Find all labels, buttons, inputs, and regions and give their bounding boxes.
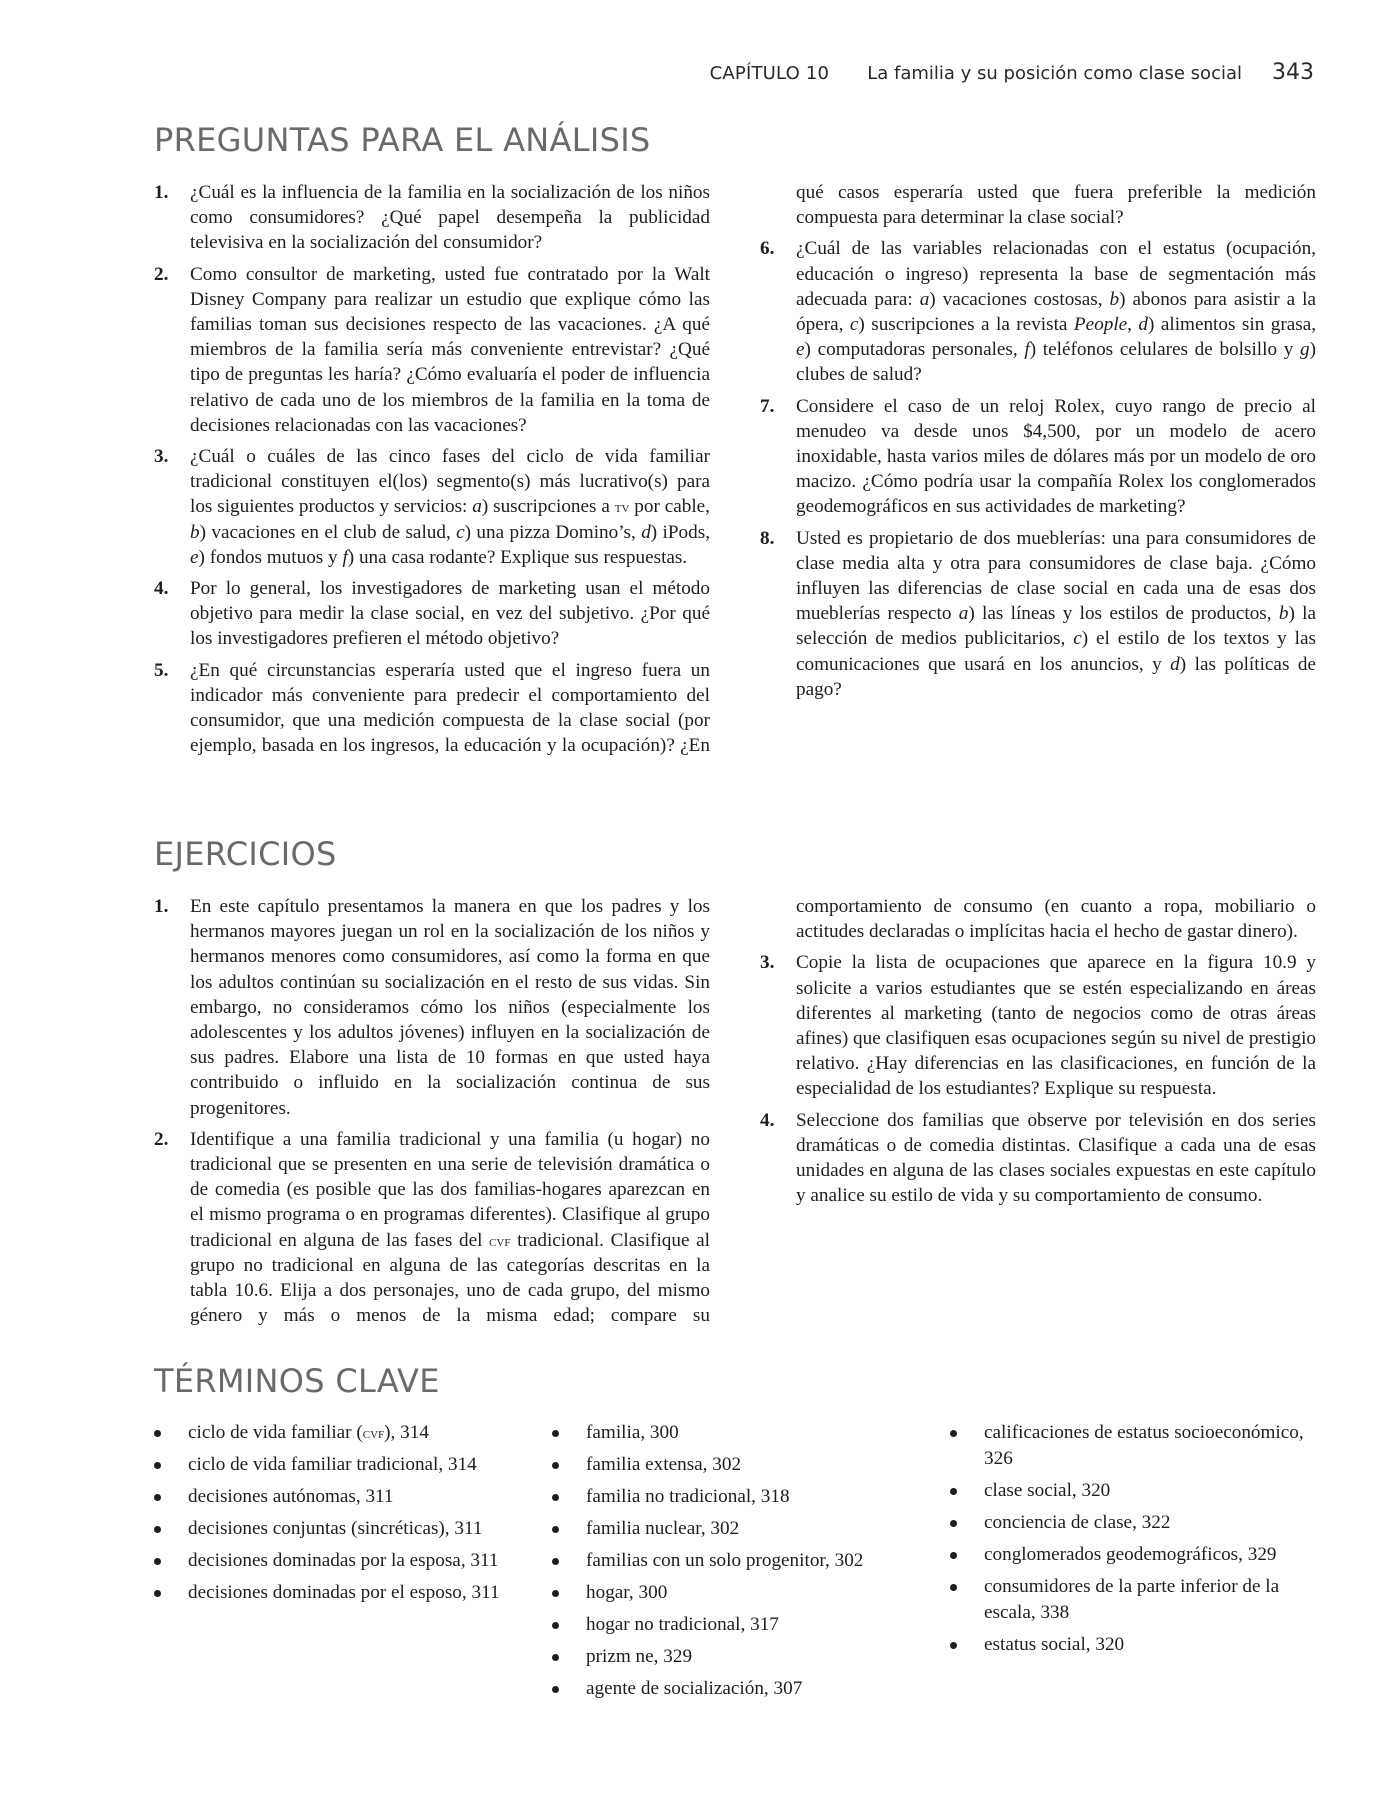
item-number: 5. [154,659,169,681]
bullet-icon [154,1494,161,1501]
bullet-icon [552,1526,559,1533]
numbered-item [154,576,710,652]
bullet-icon [154,1462,161,1469]
bullet-icon [950,1520,957,1527]
key-term [950,1632,1314,1658]
item-text: Como consultor de marketing, usted fue contratado por la Walt Disney Company para realizar un estudio que explique cómo las familias toman sus decisiones respecto de las vacaciones. ¿A qué miembros de la familia sería más conveniente entrevistar? ¿Qué tipo de preguntas les haría? ¿Cómo evaluaría el poder de influencia relativo de cada uno de los miembros de la familia en la toma de decisiones relacionadas con las vacaciones? [190,263,710,436]
key-term-text: decisiones dominadas por el esposo, 311 [188,1582,500,1603]
key-term-text: conglomerados geodemográficos, 329 [984,1544,1277,1565]
item-number: 2. [154,263,169,285]
bullet-icon [552,1462,559,1469]
key-term-text: familias con un solo progenitor, 302 [586,1550,864,1571]
key-terms-column-1 [154,1420,552,1708]
page-number: 343 [1272,60,1314,85]
item-text: ¿Cuál o cuáles de las cinco fases del ciclo de vida familiar tradicional constituyen el(los) segmento(s) más lucrativo(s) para los siguientes productos y servicios: a) suscripciones a tv por cable, b) vacaciones en el club de salud, c) una pizza Domino’s, d) iPods, e) fondos mutuos y f) una casa rodante? Explique sus respuestas. [190,446,710,568]
section-heading-key-terms: TÉRMINOS CLAVE [154,1362,440,1400]
item-text: ¿En qué circunstancias esperaría usted que el ingreso fuera un indicador más conveniente para predecir el comportamiento del consumidor, que una medición compuesta de la clase social (por ejemplo, basada en los ingresos, la educación y la ocupación)? ¿En qué casos esperaría usted que fuera preferible la medición compuesta para determinar la clase social? [190,182,1316,757]
key-terms-column-2 [552,1420,950,1708]
key-term-text: estatus social, 320 [984,1634,1125,1655]
item-text: Considere el caso de un reloj Rolex, cuyo rango de precio al menudeo va desde unos $4,500, por un modelo de acero inoxidable, hasta varios miles de dólares más por un modelo de oro macizo. ¿Cómo podría usar la compañía Rolex los conglomerados geodemográficos en sus actividades de marketing? [796,395,1316,518]
key-terms-grid [154,1420,1314,1708]
numbered-item [760,1108,1316,1209]
bullet-icon [154,1558,161,1565]
key-term [552,1676,946,1702]
bullet-icon [950,1488,957,1495]
bullet-icon [950,1430,957,1437]
key-term [552,1420,946,1446]
item-text: Copie la lista de ocupaciones que aparece en la figura 10.9 y solicite a varios estudiantes que se estén especializando en áreas diferentes al marketing (tanto de negocios como de otras áreas afines) que clasifiquen esas ocupaciones según su nivel de prestigio relativo. ¿Hay diferencias en las clasificaciones, en función de la especialidad de los estudiantes? Explique su respuesta. [796,952,1316,1100]
key-term-text: conciencia de clase, 322 [984,1512,1171,1533]
key-term [552,1452,946,1478]
bullet-icon [552,1558,559,1565]
key-term-text: familia nuclear, 302 [586,1518,740,1539]
item-number: 4. [154,578,169,600]
key-term-text: agente de socialización, 307 [586,1678,803,1699]
key-term-text: hogar no tradicional, 317 [586,1614,779,1635]
key-term-text: hogar, 300 [586,1582,668,1603]
item-number: 1. [154,182,169,203]
item-text: Seleccione dos familias que observe por televisión en dos series dramáticas o de comedia distintas. Clasifique a cada una de esas unidades en alguna de las clases sociales expuestas en este capítulo y analice su estilo de vida y su comportamiento de consumo. [796,1109,1316,1207]
key-term-text: familia no tradicional, 318 [586,1486,790,1507]
item-number: 4. [760,1109,775,1131]
item-text: Identifique a una familia tradicional y una familia (u hogar) no tradicional que se presenten en una serie de televisión dramática o de comedia (es posible que las dos familias-hogares aparezcan en el mismo programa o en programas diferentes). Clasifique al grupo tradicional en alguna de las fases del cvf tradicional. Clasifique al grupo no tradicional en alguna de las categorías descritas en la tabla 10.6. Elija a dos personajes, uno de cada grupo, del mismo género y más o menos de la misma edad; compare su comportamiento de consumo (en cuanto a ropa, mobiliario o actitudes declaradas o implícitas hacia el hecho de gastar dinero). [190,896,1316,1327]
item-text: ¿Cuál es la influencia de la familia en la socialización de los niños como consumidores? ¿Qué papel desempeña la publicidad televisiva en la socialización del consumidor? [190,182,710,254]
numbered-item [154,180,710,256]
item-text: En este capítulo presentamos la manera en que los padres y los hermanos mayores juegan un rol en la socialización de los niños y hermanos menores como consumidores, así como la forma en que los adultos continúan su socialización en el resto de sus vidas. Sin embargo, no consideramos cómo los niños (especialmente los adolescentes y los adultos jóvenes) influyen en la socialización de sus padres. Elabore una lista de 10 formas en que usted haya contribuido o influido en la socialización continua de sus progenitores. [190,896,710,1119]
bullet-icon [552,1686,559,1693]
item-number: 3. [154,446,169,468]
key-term [154,1452,518,1478]
numbered-item [154,262,710,438]
numbered-item [760,236,1316,387]
exercises-section [154,894,1316,1334]
key-term [552,1580,946,1606]
section-heading-exercises: EJERCICIOS [154,835,337,873]
key-term-text: clase social, 320 [984,1480,1111,1501]
key-term [950,1420,1314,1472]
numbered-item [760,526,1316,702]
key-terms-column-3 [950,1420,1314,1708]
numbered-item [154,894,710,1121]
key-term [154,1420,518,1446]
item-text: Usted es propietario de dos mueblerías: una para consumidores de clase media alta y otra para consumidores de clase baja. ¿Cómo influyen las diferencias de clase social en cada una de esas dos mueblerías respecto a) las líneas y los estilos de productos, b) la selección de medios publicitarios, c) el estilo de los textos y las comunicaciones que usará en los anuncios, y d) las políticas de pago? [796,527,1316,700]
key-term [950,1510,1314,1536]
key-term [950,1574,1314,1626]
key-term-text: decisiones conjuntas (sincréticas), 311 [188,1518,483,1539]
questions-section [154,180,1316,780]
key-term [154,1580,518,1606]
key-term [950,1478,1314,1504]
bullet-icon [154,1590,161,1597]
key-term-text: consumidores de la parte inferior de la escala, 338 [984,1576,1280,1623]
bullet-icon [552,1494,559,1501]
section-heading-questions: PREGUNTAS PARA EL ANÁLISIS [154,121,651,159]
exercises-list [154,894,1316,1334]
key-term-text: familia, 300 [586,1422,679,1443]
key-term [552,1484,946,1510]
key-term [552,1644,946,1670]
questions-list [154,180,1316,780]
key-term-text: decisiones autónomas, 311 [188,1486,394,1507]
bullet-icon [950,1642,957,1649]
key-term [950,1542,1314,1568]
bullet-icon [154,1526,161,1533]
bullet-icon [552,1590,559,1597]
bullet-icon [154,1430,161,1437]
numbered-item [760,394,1316,520]
key-term [552,1516,946,1542]
key-term [552,1548,946,1574]
bullet-icon [552,1622,559,1629]
running-header [710,60,1314,85]
key-term-text: decisiones dominadas por la esposa, 311 [188,1550,499,1571]
key-term-text: ciclo de vida familiar tradicional, 314 [188,1454,477,1475]
key-term-text: ciclo de vida familiar (cvf), 314 [188,1422,429,1443]
item-number: 3. [760,952,775,974]
bullet-icon [950,1552,957,1559]
bullet-icon [552,1430,559,1437]
chapter-title: La familia y su posición como clase social [867,63,1242,84]
key-term [154,1548,518,1574]
item-number: 7. [760,395,775,417]
item-number: 1. [154,896,169,917]
item-text: ¿Cuál de las variables relacionadas con el estatus (ocupación, educación o ingreso) representa la base de segmentación más adecuada para: a) vacaciones costosas, b) abonos para asistir a la ópera, c) suscripciones a la revista People, d) alimentos sin grasa, e) computadoras personales, f) teléfonos celulares de bolsillo y g) clubes de salud? [796,238,1317,386]
bullet-icon [950,1584,957,1591]
key-term-text: prizm ne, 329 [586,1646,693,1667]
key-term-text: calificaciones de estatus socioeconómico, 326 [984,1422,1304,1469]
numbered-item [760,950,1316,1101]
item-text: Por lo general, los investigadores de marketing usan el método objetivo para medir la clase social, en vez del subjetivo. ¿Por qué los investigadores prefieren el método objetivo? [190,578,710,650]
key-term [154,1516,518,1542]
item-number: 2. [154,1128,169,1150]
key-term-text: familia extensa, 302 [586,1454,742,1475]
item-number: 8. [760,527,775,549]
key-term [552,1612,946,1638]
item-number: 6. [760,238,775,260]
bullet-icon [552,1654,559,1661]
key-term [154,1484,518,1510]
chapter-label: CAPÍTULO 10 [709,63,830,84]
numbered-item [154,444,710,570]
